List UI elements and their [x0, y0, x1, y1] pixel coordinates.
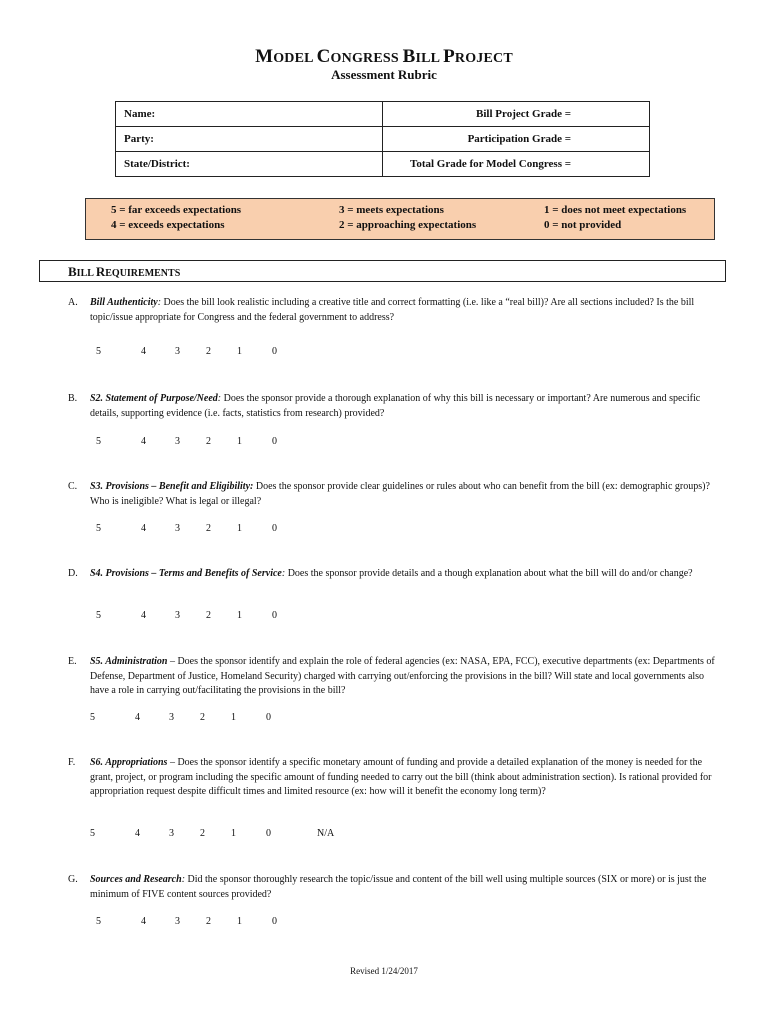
score-1[interactable]: 1 — [237, 523, 242, 534]
item-heading: S3. Provisions – Benefit and Eligibility: — [90, 481, 254, 492]
score-5[interactable]: 5 — [96, 436, 101, 447]
score-1[interactable]: 1 — [237, 916, 242, 927]
item-heading: Sources and Research — [90, 874, 182, 885]
score-2[interactable]: 2 — [200, 828, 205, 839]
table-row — [116, 127, 650, 152]
score-5[interactable]: 5 — [90, 828, 95, 839]
rubric-item-f: F. S6. Appropriations – Does the sponsor identify a specific monetary amount of funding and provide a detailed explanation of the money is needed for the grant, project, or program including the specific amount of funding needed to carry out the bill (think about administration section). Is rational provided for appropriation request despite difficult times and limited resource (ex: how will it benefit the economy long term)? — [68, 757, 712, 797]
rubric-item-g: G. Sources and Research: Did the sponsor thoroughly research the topic/issue and content of the bill well using multiple sources (SIX or more) or is just the minimum of FIVE content sources provided? — [68, 874, 707, 900]
page-title: MODEL CONGRESS BILL PROJECT — [255, 46, 513, 67]
score-3[interactable]: 3 — [175, 346, 180, 357]
total-grade-field[interactable]: Total Grade for Model Congress = — [383, 152, 650, 177]
table-row — [116, 102, 650, 127]
scale-4: 4 = exceeds expectations — [111, 219, 225, 231]
score-1[interactable]: 1 — [237, 346, 242, 357]
score-0[interactable]: 0 — [266, 828, 271, 839]
grade-info-table — [115, 101, 650, 177]
item-heading: S5. Administration — [90, 656, 168, 667]
score-4[interactable]: 4 — [135, 828, 140, 839]
scale-5: 5 = far exceeds expectations — [111, 204, 242, 216]
score-4[interactable]: 4 — [141, 916, 146, 927]
score-0[interactable]: 0 — [272, 610, 277, 621]
score-5[interactable]: 5 — [96, 346, 101, 357]
score-4[interactable]: 4 — [141, 610, 146, 621]
item-text: Does the bill look realistic including a creative title and correct formatting (i.e. like a “real bill)? Are all sections included? Is the bill topic/issue appropriate for Congress and the federal government to address? — [90, 297, 695, 323]
score-1[interactable]: 1 — [231, 712, 236, 723]
item-text: Does the sponsor provide clear guidelines or rules about who can benefit from the bill (ex: demographic groups)? Who is ineligible? What is legal or illegal? — [90, 481, 710, 507]
score-1[interactable]: 1 — [237, 610, 242, 621]
score-4[interactable]: 4 — [141, 346, 146, 357]
rubric-item-d: D. S4. Provisions – Terms and Benefits of Service: Does the sponsor provide details and a though explanation about what the bill will do and/or change? — [68, 568, 693, 579]
table-row — [116, 152, 650, 177]
score-5[interactable]: 5 — [90, 712, 95, 723]
score-3[interactable]: 3 — [175, 436, 180, 447]
score-4[interactable]: 4 — [141, 523, 146, 534]
item-text: – Does the sponsor identify a specific monetary amount of funding and provide a detailed explanation of the money is needed for the grant, project, or program including the specific amount of funding needed to carry out the bill (think about administration section). Is rational provided for appropriation request despite difficult times and limited resource (ex: how will it benefit the economy long term)? — [90, 757, 712, 797]
score-2[interactable]: 2 — [200, 712, 205, 723]
score-2[interactable]: 2 — [206, 436, 211, 447]
scale-0: 0 = not provided — [544, 219, 622, 231]
item-heading: S6. Appropriations — [90, 757, 168, 768]
score-3[interactable]: 3 — [169, 828, 174, 839]
item-heading: S4. Provisions – Terms and Benefits of Service — [90, 568, 282, 579]
score-3[interactable]: 3 — [169, 712, 174, 723]
state-district-field[interactable]: State/District: — [116, 152, 383, 177]
item-text: Does the sponsor provide a thorough explanation of why this bill is necessary or important? Are numerous and specific details, supporting evidence (i.e. facts, statistics from research) provided? — [90, 393, 701, 419]
section-header-bill-requirements — [39, 260, 726, 282]
item-text: – Does the sponsor identify and explain the role of federal agencies (ex: NASA, EPA, FCC), executive departments (ex: Departments of Defense, Department of Justice, Homeland Security) charged with carrying out/enforcing the provisions in the bill? Will state and local governments also have a role in carrying out/facilitating the provisions in the bill? — [90, 656, 715, 696]
score-1[interactable]: 1 — [237, 436, 242, 447]
score-1[interactable]: 1 — [231, 828, 236, 839]
score-3[interactable]: 3 — [175, 610, 180, 621]
score-2[interactable]: 2 — [206, 610, 211, 621]
score-5[interactable]: 5 — [96, 610, 101, 621]
score-0[interactable]: 0 — [272, 346, 277, 357]
rubric-item-c: C. S3. Provisions – Benefit and Eligibility: Does the sponsor provide clear guidelines or rules about who can benefit from the bill (ex: demographic groups)? Who is ineligible? What is legal or illegal? — [68, 481, 710, 507]
section-title: BILL REQUIREMENTS — [68, 264, 181, 279]
item-text: Did the sponsor thoroughly research the topic/issue and content of the bill well using multiple sources (SIX or more) or is just the minimum of FIVE content sources provided? — [90, 874, 707, 900]
score-2[interactable]: 2 — [206, 346, 211, 357]
name-field[interactable]: Name: — [116, 102, 383, 127]
scale-3: 3 = meets expectations — [339, 204, 444, 216]
rubric-item-e: E. S5. Administration – Does the sponsor identify and explain the role of federal agencies (ex: NASA, EPA, FCC), executive departments (ex: Departments of Defense, Department of Justice, Homeland Security) charged with carrying out/enforcing the provisions in the bill? Will state and local governments also have a role in carrying out/facilitating the provisions in the bill? — [68, 656, 715, 696]
rating-scale-legend — [85, 198, 715, 240]
score-2[interactable]: 2 — [206, 916, 211, 927]
score-4[interactable]: 4 — [141, 436, 146, 447]
rubric-item-b: B. S2. Statement of Purpose/Need: Does the sponsor provide a thorough explanation of why this bill is necessary or important? Are numerous and specific details, supporting evidence (i.e. facts, statistics from research) provided? — [68, 393, 701, 419]
bill-project-grade-field[interactable]: Bill Project Grade = — [383, 102, 650, 127]
item-heading: S2. Statement of Purpose/Need — [90, 393, 218, 404]
scale-1: 1 = does not meet expectations — [544, 204, 687, 216]
score-0[interactable]: 0 — [272, 523, 277, 534]
page-subtitle: Assessment Rubric — [331, 67, 437, 82]
score-4[interactable]: 4 — [135, 712, 140, 723]
party-field[interactable]: Party: — [116, 127, 383, 152]
scale-2: 2 = approaching expectations — [339, 219, 477, 231]
score-5[interactable]: 5 — [96, 523, 101, 534]
score-3[interactable]: 3 — [175, 916, 180, 927]
item-text: Does the sponsor provide details and a though explanation about what the bill will do and/or change? — [285, 568, 693, 579]
item-heading: Bill Authenticity — [90, 297, 158, 308]
score-0[interactable]: 0 — [272, 436, 277, 447]
score-3[interactable]: 3 — [175, 523, 180, 534]
revision-footer: Revised 1/24/2017 — [350, 966, 418, 976]
score-5[interactable]: 5 — [96, 916, 101, 927]
score-0[interactable]: 0 — [266, 712, 271, 723]
rubric-item-a: A. Bill Authenticity: Does the bill look realistic including a creative title and correct formatting (i.e. like a “real bill)? Are all sections included? Is the bill topic/issue appropriate for Congress and the federal government to address? — [68, 297, 695, 323]
participation-grade-field[interactable]: Participation Grade = — [383, 127, 650, 152]
score-na[interactable]: N/A — [317, 828, 335, 839]
score-2[interactable]: 2 — [206, 523, 211, 534]
score-0[interactable]: 0 — [272, 916, 277, 927]
